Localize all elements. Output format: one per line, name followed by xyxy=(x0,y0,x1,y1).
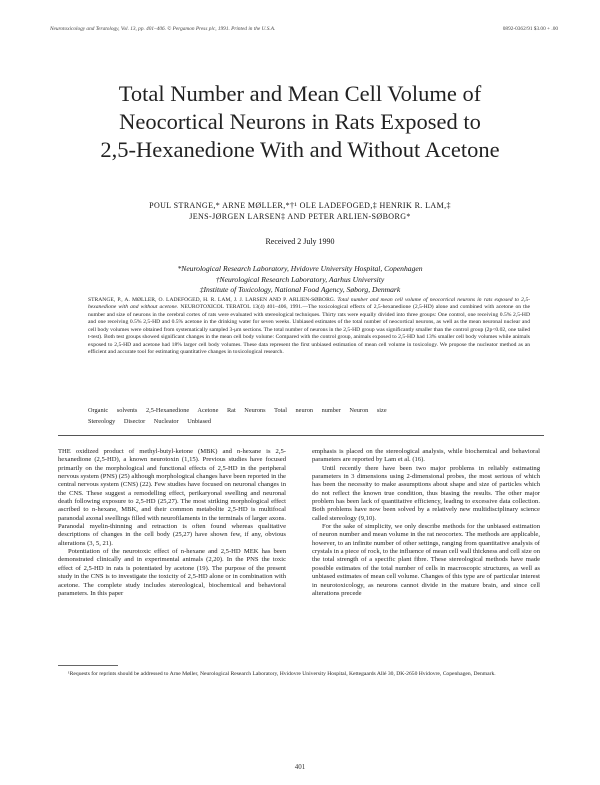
section-divider xyxy=(58,435,544,436)
author-line: POUL STRANGE,* ARNE MØLLER,*†¹ OLE LADEFOGED,‡ HENRIK R. LAM,‡ xyxy=(149,201,451,210)
keyword: Acetone xyxy=(197,407,219,414)
article-code: 0892-0362/91 $3.00 + .00 xyxy=(502,26,558,32)
affiliation: ‡Institute of Toxicology, National Food Agency, Søborg, Denmark xyxy=(199,285,401,295)
running-head xyxy=(50,26,558,32)
abstract-body: NEUROTOXICOL TERATOL 13(4) 401–406, 1991.—The toxicological effects of 2,5-hexanedione (2,5-HD) alone and combined with acetone on the number and size of neurons in the cerebral cortex of rats were evaluated with stereological techniques. Thirty rats were equally divided into three groups: One control, one receiving 0.5% 2,5-HD and one receiving 0.5% 2,5-HD and 0.5% acetone in the drinking water for seven weeks. Unbiased estimates of the total number of neocortical neurons, as well as the mean neuronal nuclear and cell body volumes were obtained from systematically sampled 3-μm sections. The total number of neurons in the 2,5-HD group was significantly smaller than the control group (2p<0.02, one tailed t-test). Both test groups showed significant changes in the mean cell body volume: Compared with the control group, animals exposed to 2,5-HD had 13% smaller cell body volumes while animals exposed to 2,5-HD and acetone had 18% larger cell body volumes. These data represent the first unbiased estimation of mean cell volume in toxicology. We propose the nucleator method as an efficient and accurate tool for estimating quantitative changes in toxicological research. xyxy=(88,304,530,356)
keyword-line xyxy=(88,406,530,417)
abstract xyxy=(88,297,530,357)
body-paragraph: Until recently there have been two major problems in reliably estimating parameters in 3 dimensions using 2-dimensional probes, the most serious of which has been the necessity to make assumptions about shape and size of particles which do not reflect the known true condition, thus biasing the results. The other major problem has been lack of quantitative efficiency, leading to excessive data collection. Both problems have now been solved by a relatively new multidisciplinary science called stereology (9,10). xyxy=(312,464,540,522)
affiliation: †Neurological Research Laboratory, Aarhus University xyxy=(215,274,385,284)
page-number: 401 xyxy=(294,763,306,771)
abstract-title: Total number and mean cell volume of neocortical neurons in rats exposed to 2,5-hexanedione with and without acetone. xyxy=(88,297,530,311)
author-list xyxy=(80,200,520,222)
body-column-right xyxy=(312,448,540,598)
abstract-authors: STRANGE, P., A. MØLLER, O. LADEFOGED, H. R. LAM, J. J. LARSEN AND P. ARLIEN-SØBORG. xyxy=(88,297,336,303)
keyword: Neurons xyxy=(244,407,266,414)
keywords xyxy=(88,406,530,427)
footnote-divider xyxy=(58,665,118,666)
title-line: 2,5-Hexanedione With and Without Acetone xyxy=(100,137,500,162)
title-line: Total Number and Mean Cell Volume of xyxy=(118,81,482,106)
keyword: Organic solvents xyxy=(88,407,138,414)
body-column-left xyxy=(58,448,286,598)
body-paragraph: For the sake of simplicity, we only describe methods for the unbiased estimation of neuron number and mean volume in the rat neocortex. The methods are applicable, however, to an infinite number of other settings, ranging from quantitative analysis of crystals in a piece of rock, to the influence of mean cell wall thickness and cell size on the total strength of a specific plant fibre. These stereological methods have made possible estimates of the total number of cells in macroscopic structures, as well as unbiased estimates of mean cell volume. Changes of this type are of particular interest in neurotoxicology, as neurons cannot divide in the mature brain, and since cell alterations precede xyxy=(312,523,540,597)
journal-citation: Neurotoxicology and Teratology, Vol. 13, pp. 401–406. © Pergamon Press plc, 1991. Printed in the U.S.A. xyxy=(50,26,276,32)
body-paragraph: THE oxidized product of methyl-butyl-ketone (MBK) and n-hexane is 2,5-hexanedione (2,5-HD), a known neurotoxin (1,15). Previous studies have focused primarily on the morphological and functional effects of 2,5-HD in the peripheral nervous system (PNS) (25) although morphological changes have been reported in the central nervous system (CNS) (22). Few studies have focused on neuronal changes in the CNS. These suggest a remodelling effect, perikaryonal swelling and neuronal death following exposure to 2,5-HD (25,27). The most striking morphological effect ascribed to n-hexane, MBK, and their common metabolite 2,5-HD is multifocal paranodal axonal swellings filled with neurofilaments in the terminals of larger axons. Paranodal myelin-thinning and retraction is often found whereas qualitative descriptions of changes in the cell body (25,27) have shown few, if any, obvious alterations (3, 5, 21). xyxy=(58,448,286,547)
affiliation: *Neurological Research Laboratory, Hvidovre University Hospital, Copenhagen xyxy=(177,264,423,273)
keyword: Stereology xyxy=(88,417,116,425)
keyword: Unbiased xyxy=(187,417,211,425)
body-paragraph: emphasis is placed on the stereological analysis, while biochemical and behavioral parameters are reported by Lam et al. (16). xyxy=(312,448,540,464)
keyword: 2,5-Hexanedione xyxy=(145,407,190,414)
footnote: ¹Requests for reprints should be addressed to Arne Møller, Neurological Research Laboratory, Hvidovre University Hospital, Kettegaards Allé 30, DK-2650 Hvidovre, Copenhagen, Denmark. xyxy=(68,671,496,677)
keyword: Disector xyxy=(123,417,146,425)
author-line: JENS-JØRGEN LARSEN‡ AND PETER ARLIEN-SØBORG* xyxy=(189,212,411,221)
keyword: Nucleator xyxy=(153,417,179,425)
keyword: Neuron size xyxy=(349,407,387,414)
affiliations xyxy=(90,264,510,296)
received-date: Received 2 July 1990 xyxy=(265,237,335,246)
keyword-line xyxy=(88,417,530,428)
body-paragraph: Potentiation of the neurotoxic effect of n-hexane and 2,5-HD MEK has been demonstrated clinically and in experimental animals (2,20). In the PNS the toxic effect of 2,5-HD in rats is potentiated by acetone (19). The purpose of the present study in the CNS is to investigate the toxicity of 2,5-HD alone or in combination with acetone. The complete study includes stereological, biochemical and behavioral parameters. In this paper xyxy=(58,548,286,597)
title-line: Neocortical Neurons in Rats Exposed to xyxy=(119,109,481,134)
paper-title xyxy=(40,80,560,164)
keyword: Rat xyxy=(226,407,236,414)
keyword: Total neuron number xyxy=(274,407,341,414)
